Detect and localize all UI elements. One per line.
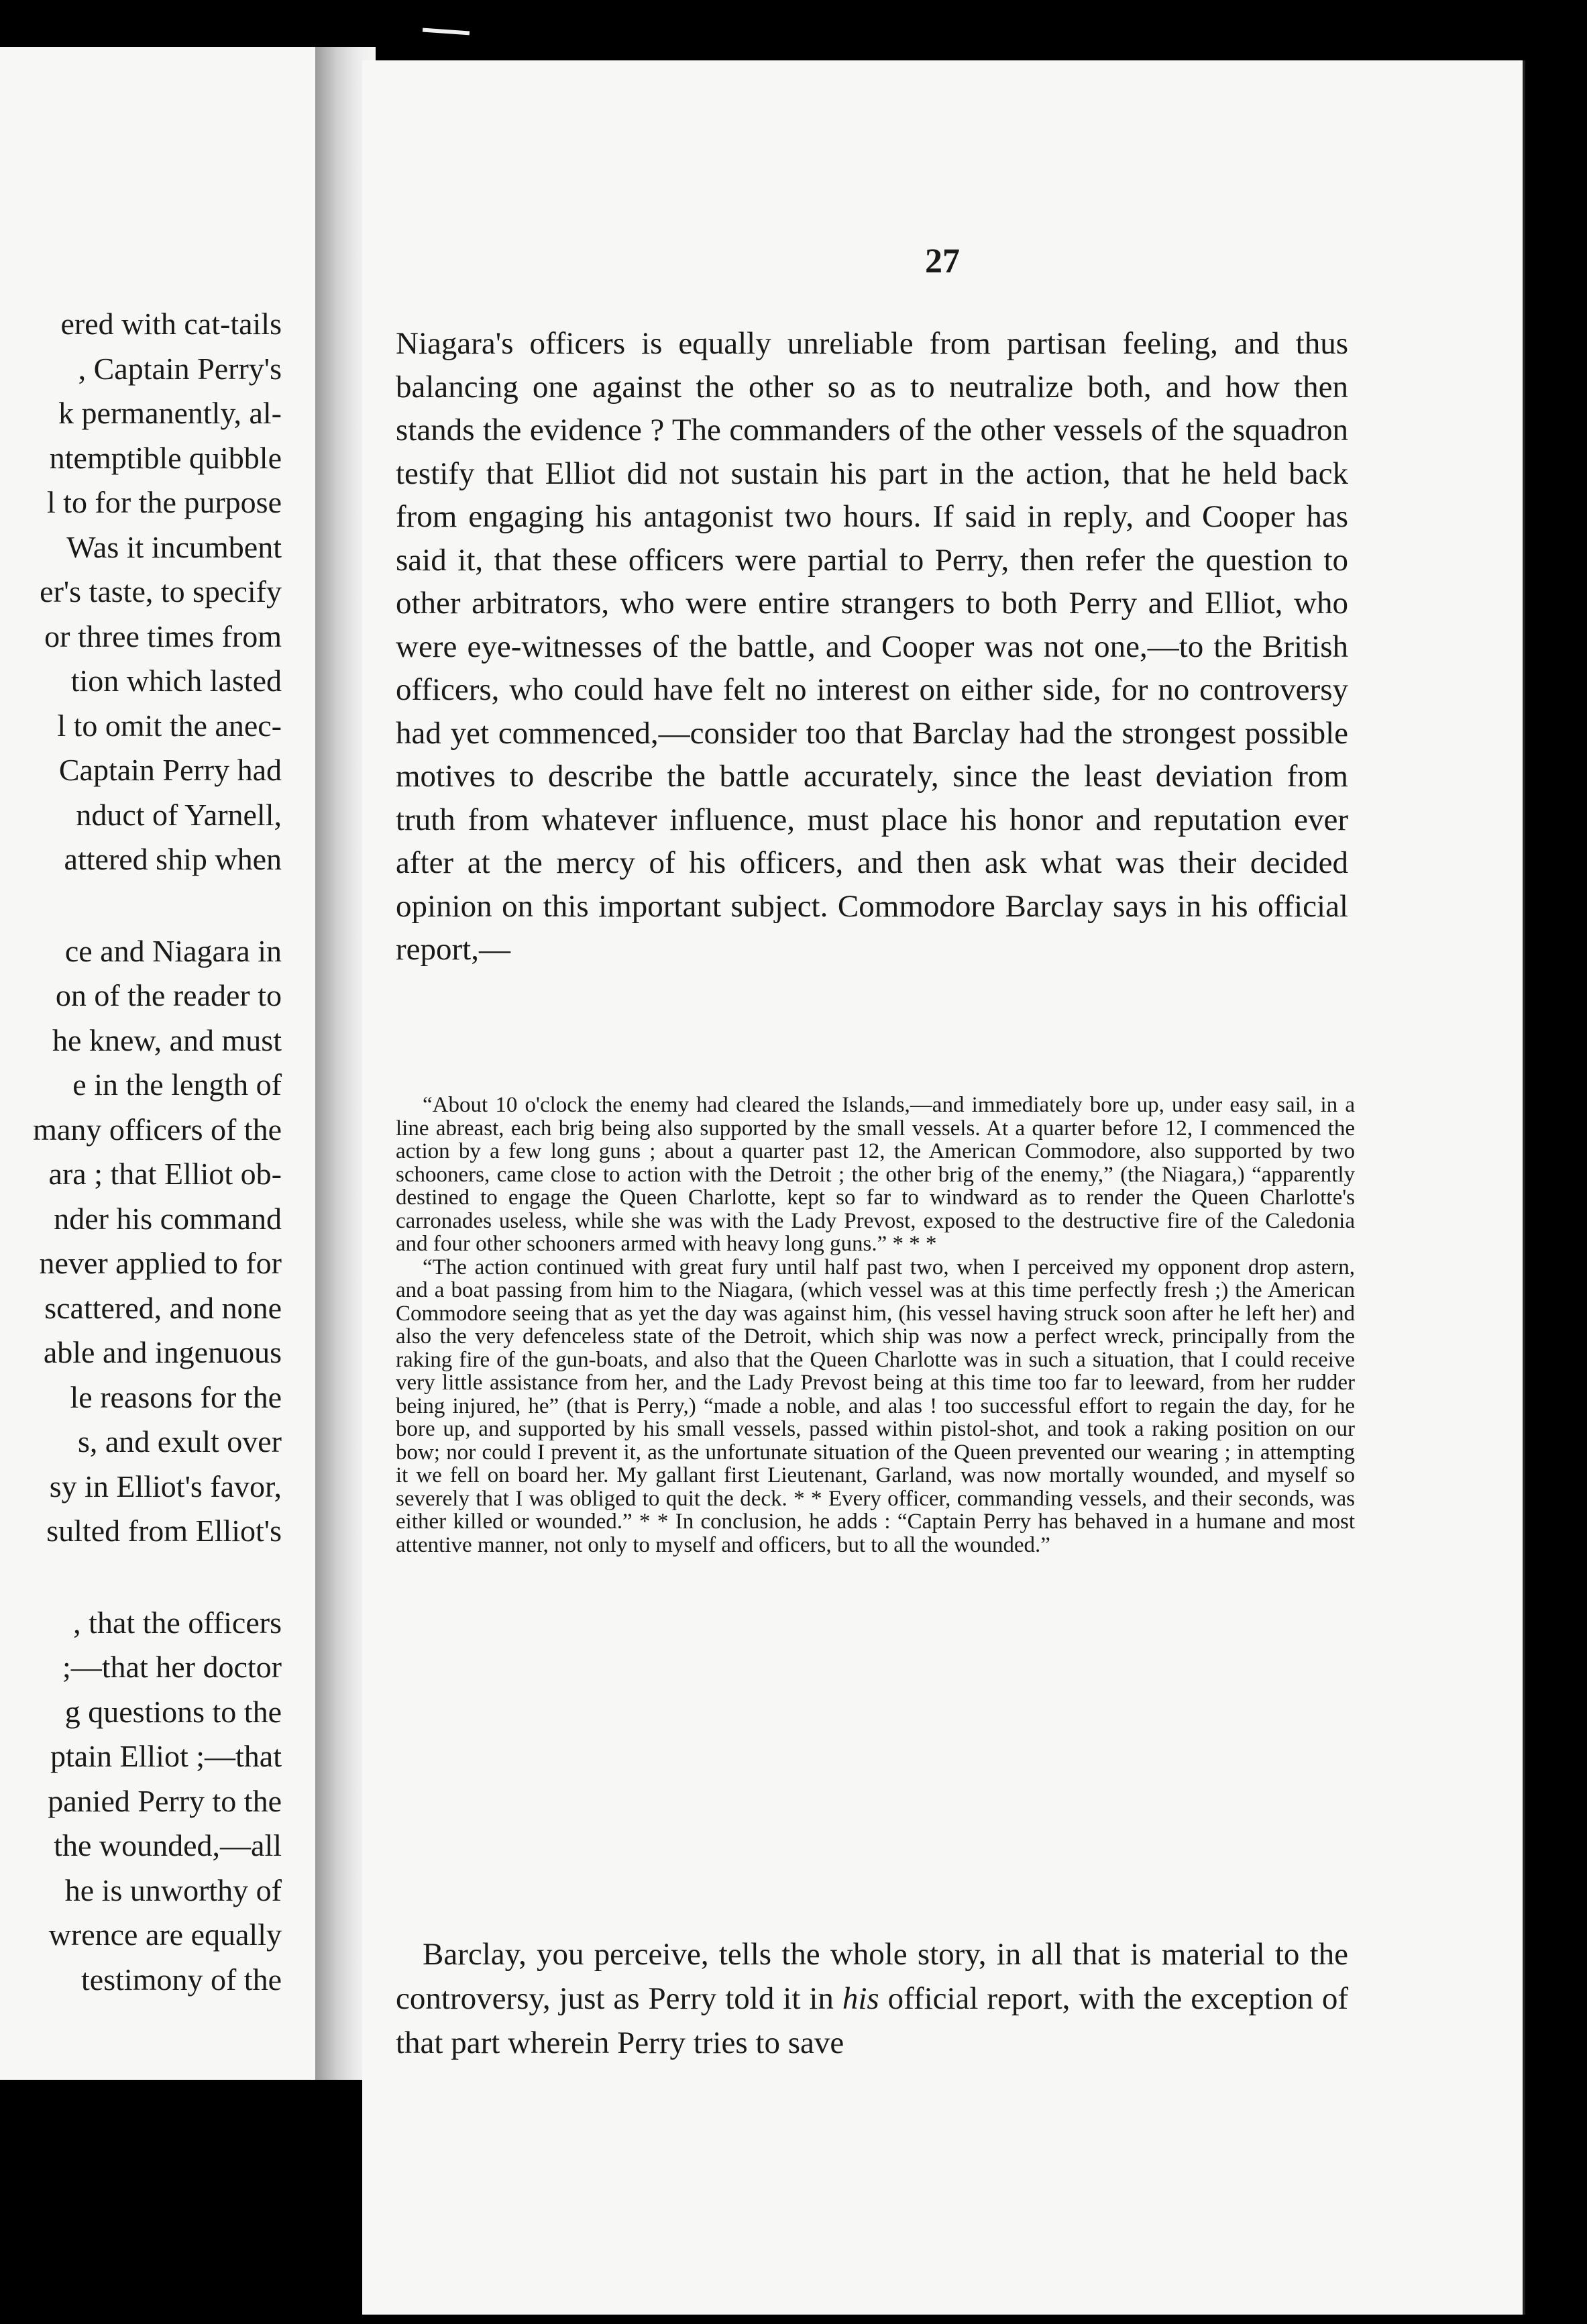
closing-text-before: Barclay, you perceive, tells the whole story, in all that is material to the controversy, just as Perry told it in [396,1937,1348,2016]
left-page-line: l to for the purpose [46,485,282,519]
barclay-report-quote [396,1094,1355,1556]
left-page-line [0,882,282,929]
closing-text-after: official report, with the exception of that part wherein Perry tries to save [396,1981,1348,2060]
left-page-line: he knew, and must [52,1022,282,1057]
main-paragraph [396,322,1348,971]
left-page-line: never applied to for [39,1246,282,1280]
left-page-line: or three times from [44,619,282,653]
left-page-line: on of the reader to [55,978,282,1012]
left-page-line: nduct of Yarnell, [76,797,282,832]
page-edge [1523,60,1525,2315]
closing-emphasis: his [842,1981,879,2016]
left-page-line: wrence are equally [48,1917,282,1952]
left-page-line: ara ; that Elliot ob- [48,1157,282,1191]
page-number: 27 [925,242,960,280]
left-page-line: sulted from Elliot's [46,1514,282,1548]
left-page-text [0,302,282,2002]
quote-paragraph-2: “The action continued with great fury until half past two, when I perceived my opponent drop astern, and a boat passing from him to the Niagara, (which vessel was at this time perfectly fresh ;) the American Commodore seeing that as yet the day was against him, (his vessel having struck soon after he left her) and also the very defenceless state of the Detroit, which ship was now a perfect wreck, principally from the raking fire of the gun-boats, and also that the Queen Charlotte was in such a situation, that I could receive very little assistance from her, and the Lady Prevost being at this time too far to leeward, from her rudder being injured, he” (that is Perry,) “made a noble, and alas ! too successful effort to regain the day, for he bore up, and supported by his small vessels, passed within pistol-shot, and took a raking position on our bow; nor could I prevent it, as the unfortunate situation of the Queen prevented our wearing ; in attempting it we fell on board her. My gallant first Lieutenant, Garland, was now mortally wounded, and myself so severely that I was obliged to quit the deck. * * Every officer, commanding vessels, and their seconds, was either killed or wounded.” * * In conclusion, he adds : “Captain Perry has behaved in a humane and most attentive manner, not only to myself and officers, but to all the wounded.” [396,1255,1355,1557]
left-page-line: ered with cat-tails [60,307,282,341]
left-page-line: er's taste, to specify [40,574,282,609]
left-page-line: e in the length of [72,1067,282,1102]
left-page-line: g questions to the [64,1694,282,1729]
main-paragraph-text: Niagara's officers is equally unreliable from partisan feeling, and thus balancing one against the other so as to neutralize both, and how then stands the evidence ? The commanders of the other vessels of the squadron testify that Elliot did not sustain his part in the action, that he held back from engaging his antagonist two hours. If said in reply, and Cooper has said it, that these officers were partial to Perry, then refer the question to other arbitrators, who were entire strangers to both Perry and Elliot, who were eye-witnesses of the battle, and Cooper was not one,—to the British officers, who could have felt no interest on either side, for no controversy had yet commenced,—consider too that Barclay had the strongest possible motives to describe the battle accurately, since the least deviation from truth from whatever influence, must place his honor and reputation ever after at the mercy of his officers, and then ask what was their decided opinion on this important subject. Commodore Barclay says in his official report,— [396,326,1348,967]
left-page-line: testimony of the [81,1962,282,1997]
left-page-line: Captain Perry had [58,753,282,787]
closing-paragraph [396,1932,1348,2065]
left-page-line: ptain Elliot ;—that [50,1739,282,1773]
left-page-line: ce and Niagara in [64,933,282,968]
left-page-line: many officers of the [33,1112,282,1147]
left-page-line: the wounded,—all [54,1828,282,1862]
left-page-line: sy in Elliot's favor, [49,1469,282,1503]
left-page-line: s, and exult over [77,1424,282,1459]
left-page-line: ;—that her doctor [62,1650,282,1684]
right-page [362,60,1523,2315]
left-page-line: he is unworthy of [64,1872,282,1907]
left-page-line: scattered, and none [44,1290,282,1325]
left-page-line: , Captain Perry's [78,351,282,386]
left-page-line: tion which lasted [70,664,282,698]
quote-paragraph-1: “About 10 o'clock the enemy had cleared the Islands,—and immediately bore up, under easy sail, in a line abreast, each brig being also supported by the small vessels. At a quarter before 12, I commenced the action by a few long guns ; about a quarter past 12, the American Commodore, also supported by two schooners, came close to action with the Detroit ; the other brig of the enemy,” (the Niagara,) “apparently destined to engage the Queen Charlotte, kept so far to windward as to render the Queen Charlotte's carronades useless, while she was with the Lady Prevost, exposed to the destructive fire of the Caledonia and four other schooners armed with heavy long guns.” * * * [396,1093,1355,1256]
left-page-line: , that the officers [73,1605,282,1640]
left-page-line: able and ingenuous [43,1335,282,1369]
closing-paragraph-text [396,1932,1348,2065]
left-page [0,47,315,2080]
left-page-line: k permanently, al- [58,396,282,430]
left-page-line: attered ship when [64,842,282,876]
left-page-line: le reasons for the [70,1379,282,1414]
left-page-line: panied Perry to the [48,1783,282,1818]
left-page-line [0,1554,282,1601]
left-page-line: Was it incumbent [66,529,282,564]
left-page-line: l to omit the anec- [57,708,282,743]
left-page-line: nder his command [54,1201,282,1236]
left-page-line: ntemptible quibble [49,440,282,475]
scan-mark [423,28,470,36]
